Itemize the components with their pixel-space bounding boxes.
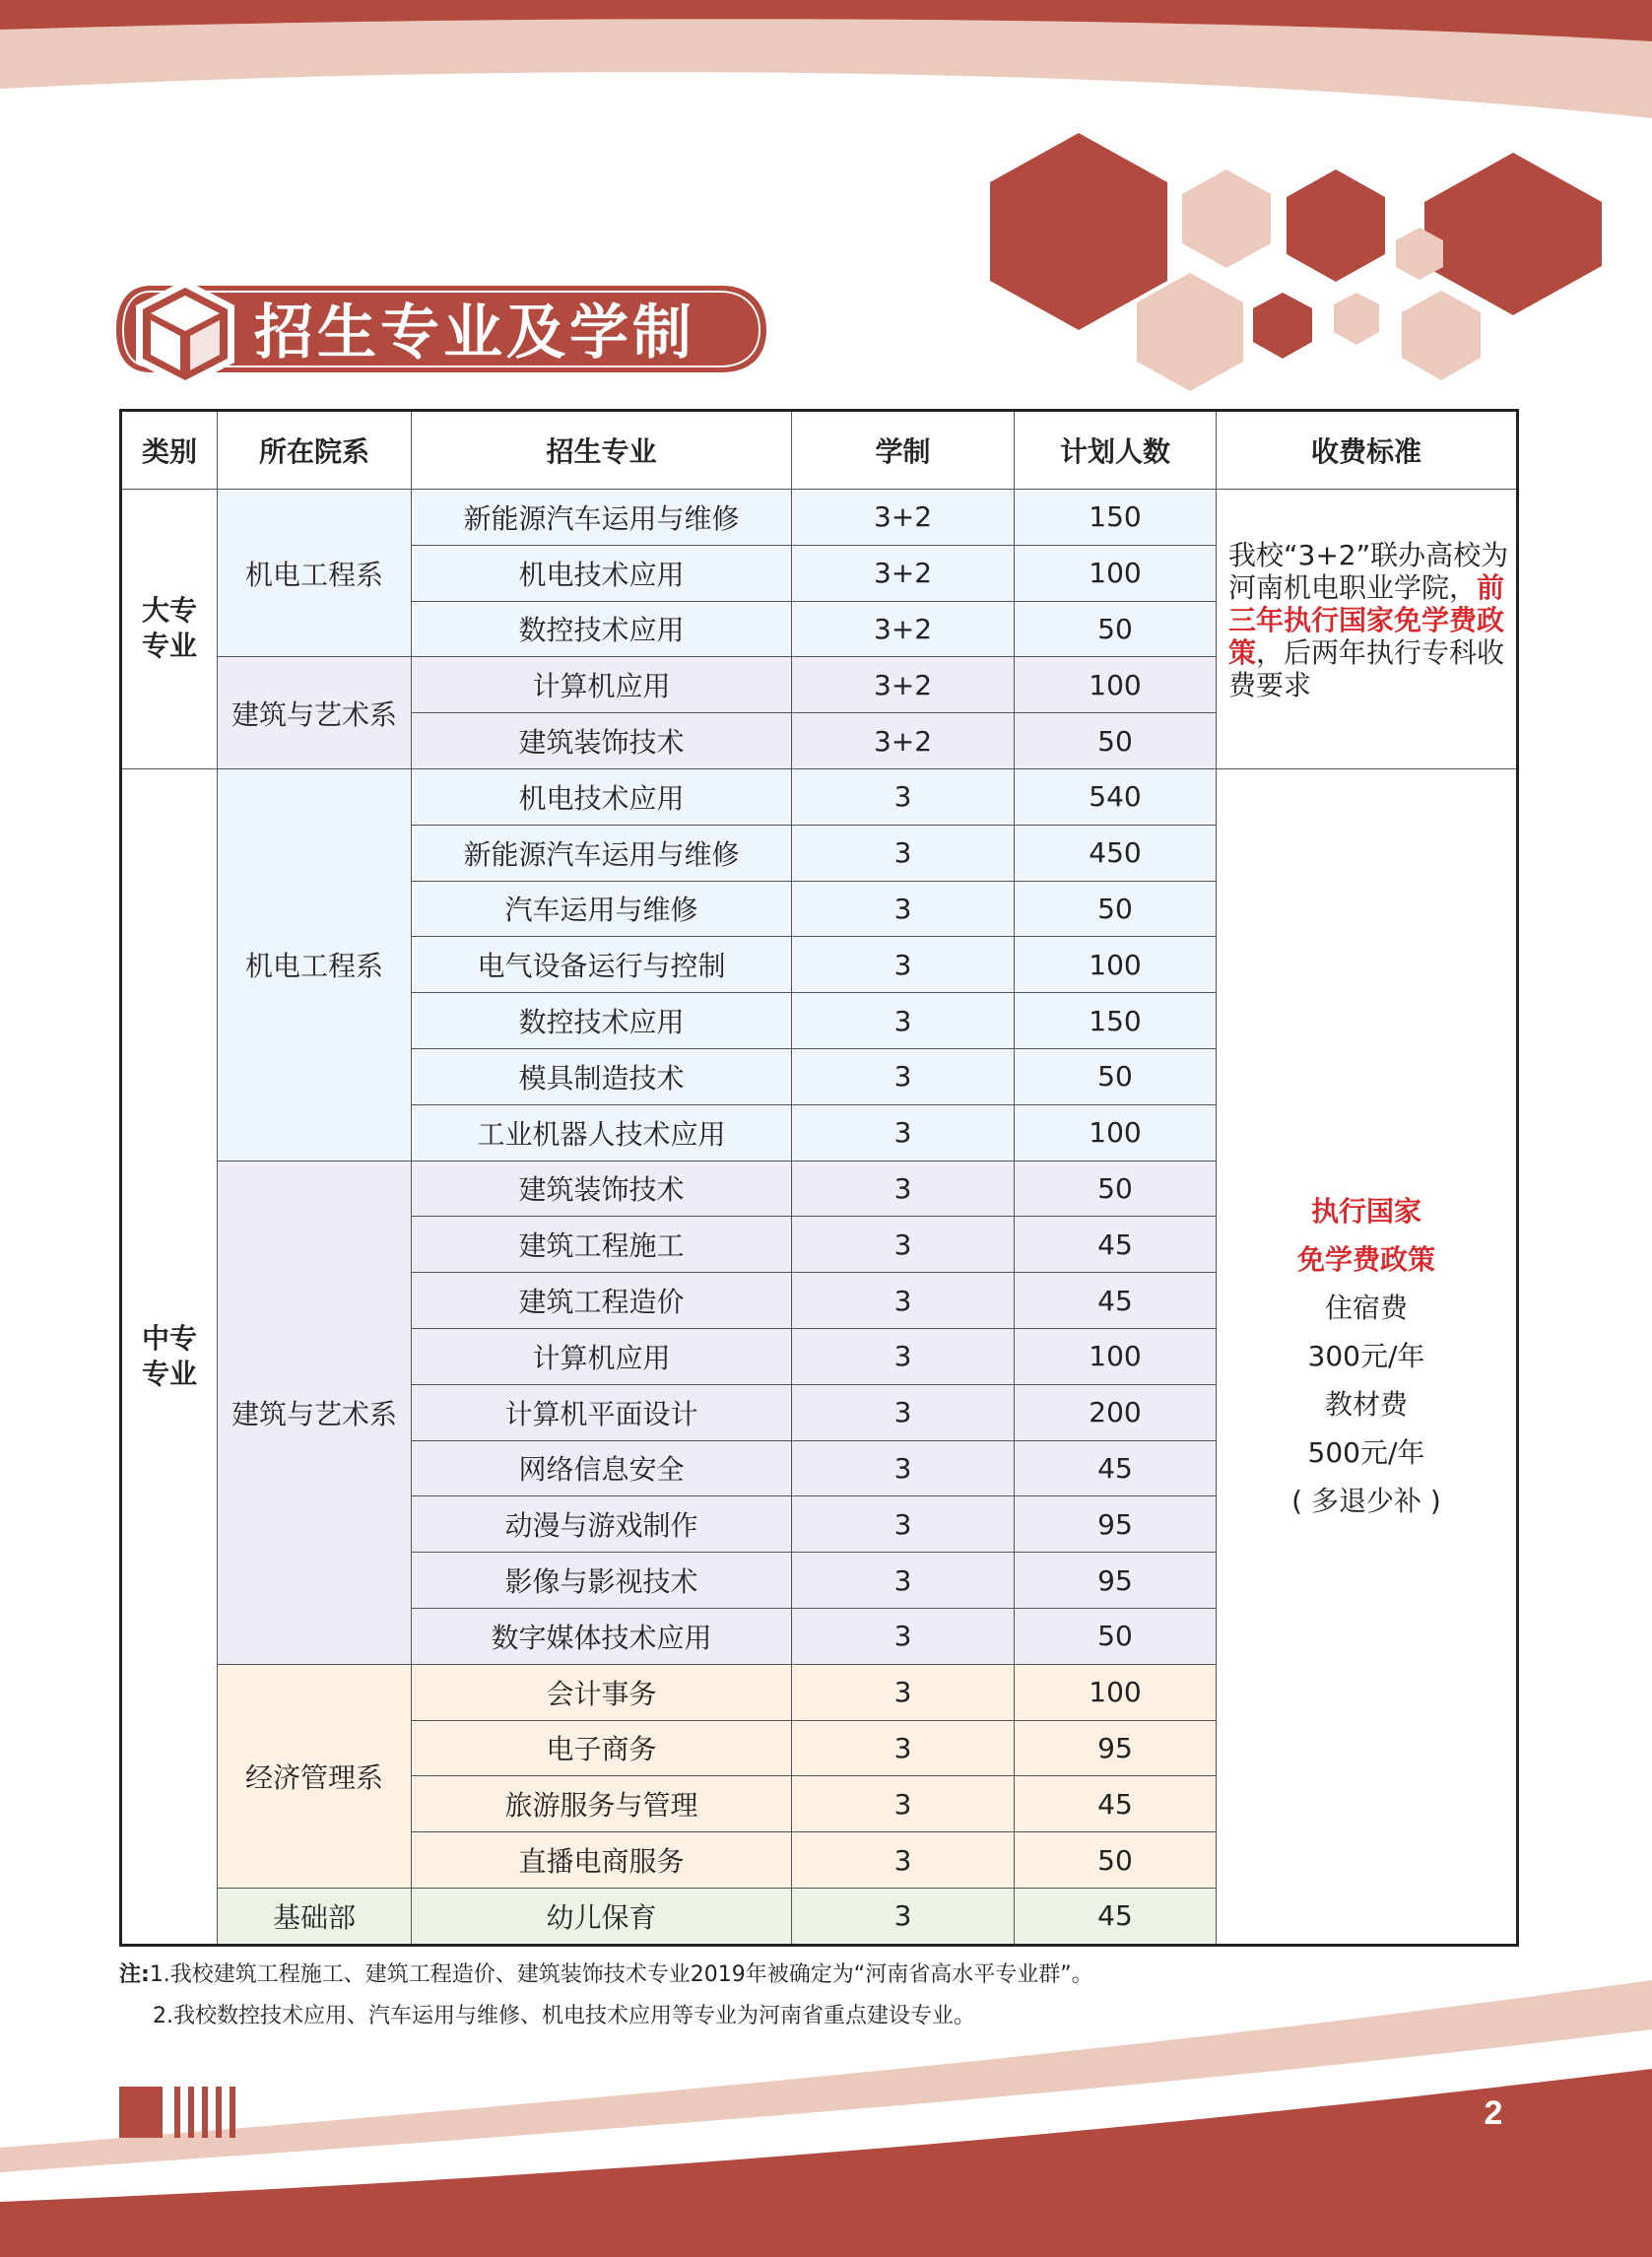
table-header-row: [121, 411, 1518, 490]
planned-count-cell: 45: [1015, 1440, 1217, 1496]
duration-cell: 3: [792, 1328, 1015, 1384]
duration-cell: 3: [792, 937, 1015, 993]
major-cell: 数字媒体技术应用: [412, 1608, 792, 1664]
major-cell: 建筑工程施工: [412, 1217, 792, 1273]
duration-cell: 3+2: [792, 490, 1015, 546]
planned-count-cell: 150: [1015, 490, 1217, 546]
fee-line: ( 多退少补 ): [1291, 1485, 1441, 1518]
major-cell: 计算机应用: [412, 657, 792, 713]
fee-standard-zhongzhuan: [1217, 768, 1518, 1945]
major-cell: 计算机平面设计: [412, 1384, 792, 1440]
planned-count-cell: 450: [1015, 825, 1217, 881]
department-cell: 建筑与艺术系: [218, 657, 412, 769]
planned-count-cell: 95: [1015, 1496, 1217, 1553]
major-cell: 机电技术应用: [412, 545, 792, 601]
major-cell: 数控技术应用: [412, 993, 792, 1049]
duration-cell: 3: [792, 881, 1015, 937]
header-planned-count: 计划人数: [1015, 411, 1217, 490]
duration-cell: 3: [792, 768, 1015, 825]
major-cell: 数控技术应用: [412, 601, 792, 657]
major-cell: 动漫与游戏制作: [412, 1496, 792, 1553]
fee-line: 教材费: [1324, 1388, 1408, 1422]
planned-count-cell: 50: [1015, 1048, 1217, 1104]
table-row: [121, 768, 1518, 825]
department-cell: 基础部: [218, 1888, 412, 1945]
major-cell: 建筑工程造价: [412, 1273, 792, 1329]
footnotes: [119, 1955, 1548, 2037]
duration-cell: 3: [792, 1553, 1015, 1609]
enrollment-table: [119, 409, 1519, 1947]
footnote-1-text: 1.我校建筑工程施工、建筑工程造价、建筑装饰技术专业2019年被确定为“河南省高水平专业群”。: [149, 1962, 1093, 1987]
duration-cell: 3: [792, 1273, 1015, 1329]
category-cell: 大专 专业: [121, 490, 218, 769]
major-cell: 影像与影视技术: [412, 1553, 792, 1609]
major-cell: 机电技术应用: [412, 768, 792, 825]
duration-cell: 3: [792, 1776, 1015, 1832]
duration-cell: 3: [792, 1832, 1015, 1889]
footer-stripes: [119, 2087, 235, 2138]
fee-highlight: 前三年执行国家免学费政策: [1228, 571, 1505, 669]
fee-line: 300元/年: [1307, 1340, 1425, 1373]
department-cell: 建筑与艺术系: [218, 1161, 412, 1664]
duration-cell: 3: [792, 1608, 1015, 1664]
duration-cell: 3: [792, 993, 1015, 1049]
footnote-1: [119, 1955, 1548, 1996]
planned-count-cell: 100: [1015, 1104, 1217, 1161]
planned-count-cell: 95: [1015, 1720, 1217, 1776]
fee-highlight: 免学费政策: [1296, 1243, 1435, 1277]
planned-count-cell: 100: [1015, 1328, 1217, 1384]
planned-count-cell: 50: [1015, 881, 1217, 937]
planned-count-cell: 200: [1015, 1384, 1217, 1440]
planned-count-cell: 100: [1015, 545, 1217, 601]
duration-cell: 3: [792, 1720, 1015, 1776]
fee-line: 住宿费: [1324, 1292, 1408, 1325]
duration-cell: 3: [792, 1384, 1015, 1440]
category-cell: 中专 专业: [121, 768, 218, 1945]
page-number: 2: [1473, 2092, 1514, 2134]
major-cell: 工业机器人技术应用: [412, 1104, 792, 1161]
fee-standard-dazhuan: [1217, 490, 1518, 769]
department-cell: 经济管理系: [218, 1664, 412, 1888]
duration-cell: 3: [792, 1217, 1015, 1273]
duration-cell: 3: [792, 1161, 1015, 1217]
planned-count-cell: 150: [1015, 993, 1217, 1049]
planned-count-cell: 50: [1015, 601, 1217, 657]
header-fee-standard: 收费标准: [1217, 411, 1518, 490]
major-cell: 直播电商服务: [412, 1832, 792, 1889]
department-cell: 机电工程系: [218, 768, 412, 1161]
fee-text: 我校“3+2”联办高校为河南机电职业学院，: [1228, 539, 1509, 604]
fee-highlight: 执行国家: [1310, 1195, 1421, 1228]
page-title: 招生专业及学制: [254, 299, 695, 367]
duration-cell: 3+2: [792, 657, 1015, 713]
header-department: 所在院系: [218, 411, 412, 490]
planned-count-cell: 95: [1015, 1553, 1217, 1609]
footnote-label: 注:: [119, 1962, 150, 1987]
duration-cell: 3+2: [792, 713, 1015, 769]
header-duration: 学制: [792, 411, 1015, 490]
major-cell: 新能源汽车运用与维修: [412, 490, 792, 546]
major-cell: 会计事务: [412, 1664, 792, 1720]
planned-count-cell: 100: [1015, 1664, 1217, 1720]
planned-count-cell: 45: [1015, 1273, 1217, 1329]
planned-count-cell: 100: [1015, 937, 1217, 993]
duration-cell: 3: [792, 1664, 1015, 1720]
planned-count-cell: 45: [1015, 1217, 1217, 1273]
duration-cell: 3+2: [792, 601, 1015, 657]
major-cell: 幼儿保育: [412, 1888, 792, 1945]
fee-line: 500元/年: [1307, 1436, 1425, 1470]
planned-count-cell: 50: [1015, 713, 1217, 769]
major-cell: 计算机应用: [412, 1328, 792, 1384]
duration-cell: 3: [792, 1440, 1015, 1496]
header-category: 类别: [121, 411, 218, 490]
major-cell: 建筑装饰技术: [412, 1161, 792, 1217]
major-cell: 网络信息安全: [412, 1440, 792, 1496]
duration-cell: 3: [792, 1104, 1015, 1161]
major-cell: 旅游服务与管理: [412, 1776, 792, 1832]
planned-count-cell: 45: [1015, 1776, 1217, 1832]
fee-text: ，后两年执行专科收费要求: [1228, 636, 1505, 701]
planned-count-cell: 50: [1015, 1161, 1217, 1217]
planned-count-cell: 540: [1015, 768, 1217, 825]
planned-count-cell: 50: [1015, 1608, 1217, 1664]
duration-cell: 3: [792, 825, 1015, 881]
planned-count-cell: 45: [1015, 1888, 1217, 1945]
major-cell: 新能源汽车运用与维修: [412, 825, 792, 881]
major-cell: 汽车运用与维修: [412, 881, 792, 937]
duration-cell: 3+2: [792, 545, 1015, 601]
header-major: 招生专业: [412, 411, 792, 490]
major-cell: 电子商务: [412, 1720, 792, 1776]
planned-count-cell: 100: [1015, 657, 1217, 713]
major-cell: 建筑装饰技术: [412, 713, 792, 769]
duration-cell: 3: [792, 1048, 1015, 1104]
planned-count-cell: 50: [1015, 1832, 1217, 1889]
major-cell: 模具制造技术: [412, 1048, 792, 1104]
department-cell: 机电工程系: [218, 490, 412, 657]
major-cell: 电气设备运行与控制: [412, 937, 792, 993]
duration-cell: 3: [792, 1888, 1015, 1945]
footnote-2: 2.我校数控技术应用、汽车运用与维修、机电技术应用等专业为河南省重点建设专业。: [153, 2004, 975, 2028]
duration-cell: 3: [792, 1496, 1015, 1553]
hexagon-cluster: [990, 133, 1602, 391]
table-row: [121, 490, 1518, 546]
